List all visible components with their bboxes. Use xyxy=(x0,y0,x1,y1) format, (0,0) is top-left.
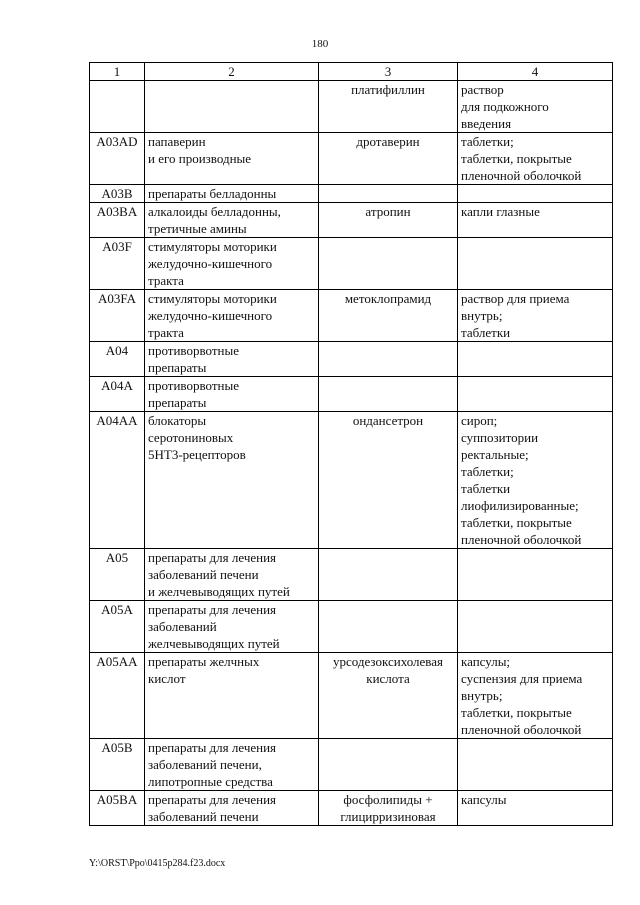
cell-text-line: пленочной оболочкой xyxy=(461,168,582,183)
cell-text-line xyxy=(461,238,609,255)
drug-name-cell xyxy=(319,290,458,342)
table-row xyxy=(90,290,613,342)
cell-text-line: желудочно-кишечного xyxy=(148,256,273,271)
dosage-form-cell xyxy=(458,412,613,549)
cell-text-line: противорвотные xyxy=(148,343,239,358)
cell-text-line: 5HT3-рецепторов xyxy=(148,447,246,462)
atc-code-cell xyxy=(90,238,145,290)
cell-text-line: глицирризиновая xyxy=(340,809,436,824)
dosage-form-cell xyxy=(458,81,613,133)
drug-name-cell xyxy=(319,601,458,653)
cell-text-line: тракта xyxy=(148,273,184,288)
cell-text-line xyxy=(461,601,609,618)
cell-text-line: раствор для приема xyxy=(461,291,570,306)
column-header: 1 xyxy=(90,63,145,81)
drug-name-cell xyxy=(319,203,458,238)
cell-text-line: противорвотные xyxy=(148,378,239,393)
atc-code-cell xyxy=(90,377,145,412)
cell-text-line: ректальные; xyxy=(461,447,529,462)
group-name-cell xyxy=(145,601,319,653)
cell-text-line: таблетки xyxy=(461,481,511,496)
cell-text-line: таблетки, покрытые xyxy=(461,515,572,530)
cell-text-line xyxy=(322,377,454,394)
column-header: 3 xyxy=(319,63,458,81)
cell-text-line: препараты белладонны xyxy=(148,186,277,201)
atc-code-cell xyxy=(90,653,145,739)
cell-text-line: A04A xyxy=(101,378,133,393)
group-name-cell xyxy=(145,791,319,826)
atc-code-cell xyxy=(90,185,145,203)
cell-text-line: A05 xyxy=(105,550,129,565)
cell-text-line: препараты xyxy=(148,395,207,410)
cell-text-line: ондансетрон xyxy=(352,413,424,428)
dosage-form-cell xyxy=(458,791,613,826)
cell-text-line: заболеваний печени, xyxy=(148,757,262,772)
cell-text-line xyxy=(322,739,454,756)
atc-code-cell xyxy=(90,791,145,826)
cell-text-line: препараты для лечения xyxy=(148,550,277,565)
table-row xyxy=(90,739,613,791)
cell-text-line xyxy=(93,81,141,98)
table-header-row xyxy=(90,63,613,81)
table-body xyxy=(90,81,613,826)
dosage-form-cell xyxy=(458,185,613,203)
cell-text-line xyxy=(461,739,609,756)
cell-text-line: таблетки, покрытые xyxy=(461,705,572,720)
drug-name-cell xyxy=(319,412,458,549)
cell-text-line xyxy=(322,549,454,566)
dosage-form-cell xyxy=(458,653,613,739)
cell-text-line: сироп; xyxy=(461,413,498,428)
drug-name-cell xyxy=(319,185,458,203)
cell-text-line: A05AA xyxy=(96,654,138,669)
page-number: 180 xyxy=(311,38,329,50)
dosage-form-cell xyxy=(458,290,613,342)
cell-text-line xyxy=(461,342,609,359)
table-row xyxy=(90,185,613,203)
cell-text-line: папаверин xyxy=(148,134,206,149)
cell-text-line: таблетки; xyxy=(461,464,514,479)
cell-text-line: метоклопрамид xyxy=(344,291,432,306)
cell-text-line: A04AA xyxy=(96,413,138,428)
cell-text-line: A03FA xyxy=(97,291,137,306)
cell-text-line: блокаторы xyxy=(148,413,207,428)
group-name-cell xyxy=(145,185,319,203)
dosage-form-cell xyxy=(458,238,613,290)
cell-text-line: таблетки xyxy=(461,325,511,340)
drug-name-cell xyxy=(319,653,458,739)
group-name-cell xyxy=(145,238,319,290)
cell-text-line xyxy=(461,185,609,202)
cell-text-line: пленочной оболочкой xyxy=(461,532,582,547)
cell-text-line: желудочно-кишечного xyxy=(148,308,273,323)
table-row xyxy=(90,412,613,549)
cell-text-line: урсодезоксихолевая xyxy=(332,654,444,669)
cell-text-line: серотониновых xyxy=(148,430,234,445)
cell-text-line: таблетки, покрытые xyxy=(461,151,572,166)
atc-code-cell xyxy=(90,81,145,133)
group-name-cell xyxy=(145,549,319,601)
atc-code-cell xyxy=(90,342,145,377)
table-row xyxy=(90,549,613,601)
drug-name-cell xyxy=(319,133,458,185)
drug-name-cell xyxy=(319,739,458,791)
cell-text-line: капли глазные xyxy=(461,204,540,219)
cell-text-line: таблетки; xyxy=(461,134,514,149)
group-name-cell xyxy=(145,377,319,412)
cell-text-line: капсулы; xyxy=(461,654,511,669)
cell-text-line xyxy=(148,81,315,98)
drug-name-cell xyxy=(319,549,458,601)
table-row xyxy=(90,81,613,133)
dosage-form-cell xyxy=(458,377,613,412)
cell-text-line: третичные амины xyxy=(148,221,247,236)
atc-code-cell xyxy=(90,133,145,185)
cell-text-line: A03B xyxy=(101,186,133,201)
cell-text-line: желчевыводящих путей xyxy=(148,636,280,651)
cell-text-line: A03F xyxy=(102,239,132,254)
atc-code-cell xyxy=(90,203,145,238)
medication-table xyxy=(89,62,613,826)
cell-text-line: фосфолипиды + xyxy=(343,792,433,807)
group-name-cell xyxy=(145,342,319,377)
cell-text-line: платифиллин xyxy=(351,82,425,97)
table-row xyxy=(90,791,613,826)
table-row xyxy=(90,133,613,185)
cell-text-line: лиофилизированные; xyxy=(461,498,579,513)
cell-text-line: введения xyxy=(461,116,512,131)
cell-text-line: препараты для лечения xyxy=(148,792,277,807)
drug-name-cell xyxy=(319,377,458,412)
group-name-cell xyxy=(145,133,319,185)
drug-name-cell xyxy=(319,81,458,133)
cell-text-line: суппозитории xyxy=(461,430,539,445)
cell-text-line: A05A xyxy=(101,602,133,617)
cell-text-line: A04 xyxy=(105,343,129,358)
cell-text-line: A03AD xyxy=(96,134,138,149)
dosage-form-cell xyxy=(458,133,613,185)
group-name-cell xyxy=(145,739,319,791)
group-name-cell xyxy=(145,653,319,739)
cell-text-line: и его производные xyxy=(148,151,252,166)
table-row xyxy=(90,653,613,739)
cell-text-line: кислот xyxy=(148,671,186,686)
cell-text-line: тракта xyxy=(148,325,184,340)
cell-text-line: капсулы xyxy=(461,792,507,807)
drug-name-cell xyxy=(319,791,458,826)
atc-code-cell xyxy=(90,739,145,791)
cell-text-line: A03BA xyxy=(96,204,138,219)
cell-text-line: кислота xyxy=(366,671,410,686)
dosage-form-cell xyxy=(458,739,613,791)
cell-text-line xyxy=(322,601,454,618)
cell-text-line: дротаверин xyxy=(356,134,420,149)
group-name-cell xyxy=(145,412,319,549)
cell-text-line xyxy=(461,377,609,394)
cell-text-line: атропин xyxy=(365,204,411,219)
table-row xyxy=(90,238,613,290)
table-row xyxy=(90,601,613,653)
atc-code-cell xyxy=(90,601,145,653)
cell-text-line: стимуляторы моторики xyxy=(148,239,277,254)
group-name-cell xyxy=(145,290,319,342)
drug-name-cell xyxy=(319,342,458,377)
dosage-form-cell xyxy=(458,601,613,653)
file-path-footer: Y:\ORST\Ppo\0415p284.f23.docx xyxy=(89,858,226,869)
cell-text-line xyxy=(322,185,454,202)
cell-text-line: алкалоиды белладонны, xyxy=(148,204,281,219)
cell-text-line: заболеваний печени xyxy=(148,809,259,824)
column-header: 2 xyxy=(145,63,319,81)
cell-text-line: и желчевыводящих путей xyxy=(148,584,290,599)
atc-code-cell xyxy=(90,290,145,342)
table-row xyxy=(90,203,613,238)
cell-text-line: раствор xyxy=(461,82,504,97)
cell-text-line xyxy=(322,342,454,359)
cell-text-line: A05B xyxy=(101,740,133,755)
atc-code-cell xyxy=(90,412,145,549)
cell-text-line: A05BA xyxy=(96,792,138,807)
cell-text-line: препараты для лечения xyxy=(148,602,277,617)
cell-text-line: пленочной оболочкой xyxy=(461,722,582,737)
cell-text-line: препараты желчных xyxy=(148,654,260,669)
cell-text-line: препараты xyxy=(148,360,207,375)
cell-text-line: заболеваний печени xyxy=(148,567,259,582)
cell-text-line: для подкожного xyxy=(461,99,549,114)
cell-text-line: липотропные средства xyxy=(148,774,273,789)
table-row xyxy=(90,377,613,412)
cell-text-line: стимуляторы моторики xyxy=(148,291,277,306)
atc-code-cell xyxy=(90,549,145,601)
dosage-form-cell xyxy=(458,549,613,601)
cell-text-line: внутрь; xyxy=(461,308,503,323)
dosage-form-cell xyxy=(458,203,613,238)
column-header: 4 xyxy=(458,63,613,81)
group-name-cell xyxy=(145,81,319,133)
cell-text-line: суспензия для приема xyxy=(461,671,583,686)
cell-text-line: препараты для лечения xyxy=(148,740,277,755)
drug-name-cell xyxy=(319,238,458,290)
cell-text-line xyxy=(322,238,454,255)
cell-text-line: заболеваний xyxy=(148,619,217,634)
cell-text-line: внутрь; xyxy=(461,688,503,703)
group-name-cell xyxy=(145,203,319,238)
cell-text-line xyxy=(461,549,609,566)
table-row xyxy=(90,342,613,377)
dosage-form-cell xyxy=(458,342,613,377)
